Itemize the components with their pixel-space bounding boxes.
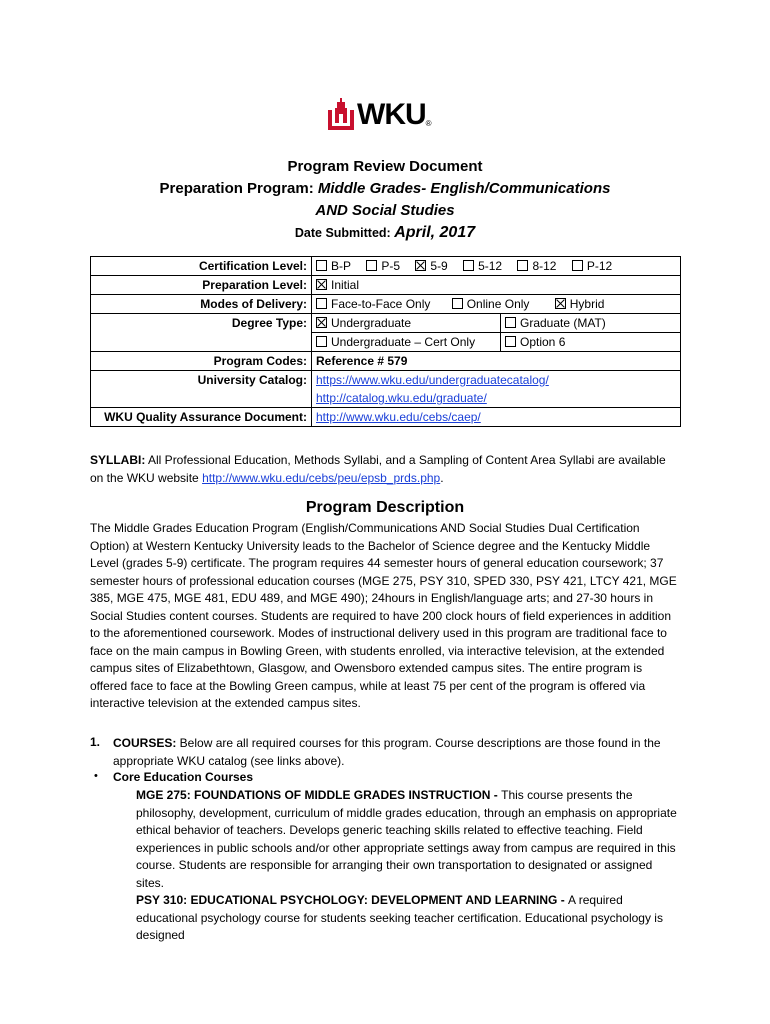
syllabi-text: All Professional Education, Methods Syllabi, and a Sampling of Content Area Syllabi are available on the WKU website	[90, 453, 666, 485]
program-codes-value: Reference # 579	[312, 352, 681, 371]
degree-type-label: Degree Type:	[91, 314, 312, 352]
university-catalog-label: University Catalog:	[91, 371, 312, 390]
core-bullet: •	[94, 770, 98, 782]
cert-option-8-12[interactable]: 8-12	[517, 257, 556, 275]
degree-type-row2	[312, 333, 681, 352]
catalog-label-spacer	[91, 389, 312, 408]
delivery-mode-options	[312, 295, 681, 314]
checkbox-icon	[316, 260, 327, 271]
checked-checkbox-icon	[555, 298, 566, 309]
prep-level-value[interactable]: Initial	[312, 276, 681, 295]
graduate-catalog-link[interactable]: http://catalog.wku.edu/graduate/	[316, 391, 487, 405]
cert-option-b-p[interactable]: B-P	[316, 257, 351, 275]
degree-option-undergraduate[interactable]: Undergraduate	[312, 314, 501, 332]
degree-option-6[interactable]: Option 6	[501, 333, 569, 351]
cert-level-label: Certification Level:	[91, 257, 312, 276]
program-description-heading: Program Description	[305, 499, 465, 516]
date-submitted-value: April, 2017	[394, 224, 476, 241]
syllabi-paragraph: SYLLABI: All Professional Education, Methods Syllabi, and a Sampling of Content Area Syllabi are available on the WKU website http://www.wku.edu/cebs/peu/epsb_prds.php.	[90, 453, 666, 485]
date-submitted-label: Date Submitted:	[294, 226, 395, 240]
logo-registered-mark: ®	[425, 119, 432, 128]
checkbox-icon	[316, 298, 327, 309]
wku-cupola-icon	[328, 98, 354, 130]
checked-checkbox-icon	[415, 260, 426, 271]
syllabi-link[interactable]: http://www.wku.edu/cebs/peu/epsb_prds.php	[202, 470, 441, 485]
program-codes-label: Program Codes:	[91, 352, 312, 371]
courses-intro	[113, 735, 683, 770]
delivery-option-online[interactable]: Online Only	[452, 295, 530, 313]
cert-level-options	[312, 257, 681, 276]
mge275-title: MGE 275: FOUNDATIONS OF MIDDLE GRADES INSTRUCTION -	[136, 788, 502, 802]
logo-wordmark: WKU	[357, 98, 426, 131]
degree-option-cert-only[interactable]: Undergraduate – Cert Only	[312, 333, 501, 351]
cert-option-p-12[interactable]: P-12	[572, 257, 612, 275]
date-submitted	[0, 224, 770, 242]
cert-option-5-9[interactable]: 5-9	[415, 257, 447, 275]
checkbox-icon	[505, 317, 516, 328]
checkbox-icon	[452, 298, 463, 309]
psy310-title: PSY 310: EDUCATIONAL PSYCHOLOGY: DEVELOPMENT AND LEARNING -	[136, 893, 569, 907]
checkbox-icon	[366, 260, 377, 271]
syllabi-label: SYLLABI:	[90, 453, 146, 467]
prep-level-label: Preparation Level:	[91, 276, 312, 295]
graduate-catalog-cell	[312, 389, 681, 408]
delivery-option-face-to-face[interactable]: Face-to-Face Only	[316, 295, 430, 313]
cert-option-5-12[interactable]: 5-12	[463, 257, 502, 275]
program-description-text: The Middle Grades Education Program (English/Communications AND Social Studies Dual Certification Option) at Western Kentucky University leads to the Bachelor of Science degree and the Kentucky Middle Level (grades 5-9) certificate. The program requires 44 semester hours of general education coursework; 37 semester hours of professional education courses (MGE 275, PSY 310, SPED 330, PSY 421, LTCY 421, MGE 385, MGE 475, MGE 481, EDU 489, and MGE 490); 24hours in English/language arts; and 27-30 hours in Social Studies content courses. Students are required to have 200 clock hours of field experiences in addition to the aforementioned coursework. Modes of instructional delivery used in this program are traditional face to face on the main campus in Bowling Green, with students enrolled, via interactive television, at the extended campus sites of Elizabethtown, Glasgow, and Owensboro extended campus sites. The entire program is offered face to face at the Bowling Green campus, while at least 75 per cent of the program is offered via interactive television at the extended campus sites.	[90, 521, 677, 710]
courses-list-number: 1.	[90, 735, 101, 749]
qa-document-label: WKU Quality Assurance Document:	[91, 408, 312, 427]
program-info-table	[90, 256, 681, 427]
checked-checkbox-icon	[316, 317, 327, 328]
courses-intro-text: Below are all required courses for this program. Course descriptions are those found in the appropriate WKU catalog (see links above).	[113, 736, 661, 768]
mge275-description: This course presents the philosophy, development, curriculum of middle grades education, through an emphasis on appropriate ethical behavior of teachers. Develops generic teaching skills related to effective teaching. Field experiences in public schools and/or other appropriate settings away from campus are required in this course. Students are responsible for arranging their own transportation to designated or assigned sites.	[136, 788, 677, 890]
preparation-program-label: Preparation Program:	[159, 180, 318, 197]
checkbox-icon	[463, 260, 474, 271]
degree-type-row1	[312, 314, 681, 333]
mge275-course	[136, 787, 682, 892]
checkbox-icon	[505, 336, 516, 347]
checkbox-icon	[316, 336, 327, 347]
preparation-program-name-cont: AND Social Studies	[315, 202, 455, 219]
degree-option-graduate[interactable]: Graduate (MAT)	[501, 314, 610, 332]
university-catalog-links	[312, 371, 681, 390]
checked-checkbox-icon	[316, 279, 327, 290]
delivery-option-hybrid[interactable]: Hybrid	[555, 295, 605, 313]
undergraduate-catalog-link[interactable]: https://www.wku.edu/undergraduatecatalog/	[316, 373, 549, 387]
preparation-program-line	[0, 180, 770, 197]
courses-label: COURSES:	[113, 736, 177, 750]
checkbox-icon	[572, 260, 583, 271]
checkbox-icon	[517, 260, 528, 271]
delivery-mode-label: Modes of Delivery:	[91, 295, 312, 314]
preparation-program-name: Middle Grades- English/Communications	[317, 180, 611, 197]
psy310-description: A required educational psychology course for students seeking teacher certification. Educational psychology is designed	[136, 893, 663, 942]
document-title: Program Review Document	[287, 158, 483, 175]
psy310-course	[136, 892, 682, 945]
cert-option-p-5[interactable]: P-5	[366, 257, 400, 275]
qa-document-link[interactable]: http://www.wku.edu/cebs/caep/	[316, 410, 481, 424]
core-education-heading: Core Education Courses	[113, 770, 254, 784]
wku-logo	[328, 98, 432, 130]
qa-document-cell	[312, 408, 681, 427]
